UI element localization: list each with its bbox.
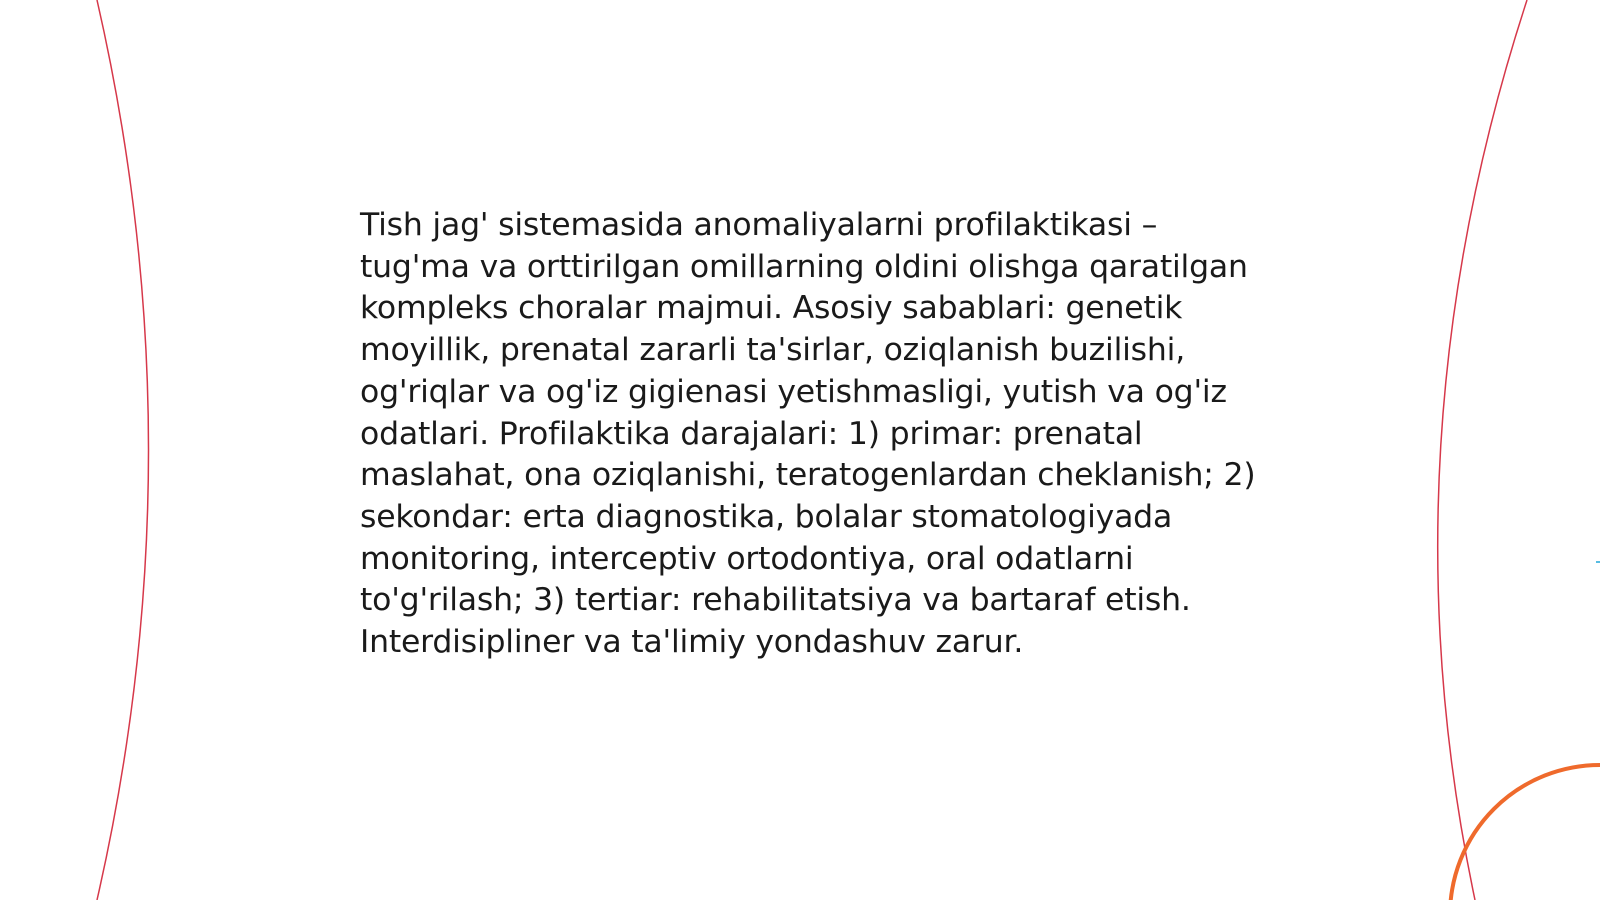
right-arc-line: [1438, 0, 1527, 900]
orange-circle-outline: [1450, 765, 1600, 900]
slide-body-text: Tish jag' sistemasida anomaliyalarni profilaktikasi – tug'ma va orttirilgan omillarning oldini olishga qaratilgan kompleks choralar majmui. Asosiy sabablari: genetik moyillik, prenatal zararli ta'sirlar, oziqlanish buzilishi, og'riqlar va og'iz gigienasi yetishmasligi, yutish va og'iz odatlari. Profilaktika darajalari: 1) primar: prenatal maslahat, ona oziqlanishi, teratogenlardan cheklanish; 2) sekondar: erta diagnostika, bolalar stomatologiyada monitoring, interceptiv ortodontiya, oral odatlarni to'g'rilash; 3) tertiar: rehabilitatsiya va bartaraf etish. Interdisipliner va ta'limiy yondashuv zarur.: [360, 207, 1256, 661]
left-arc-line: [97, 0, 149, 900]
